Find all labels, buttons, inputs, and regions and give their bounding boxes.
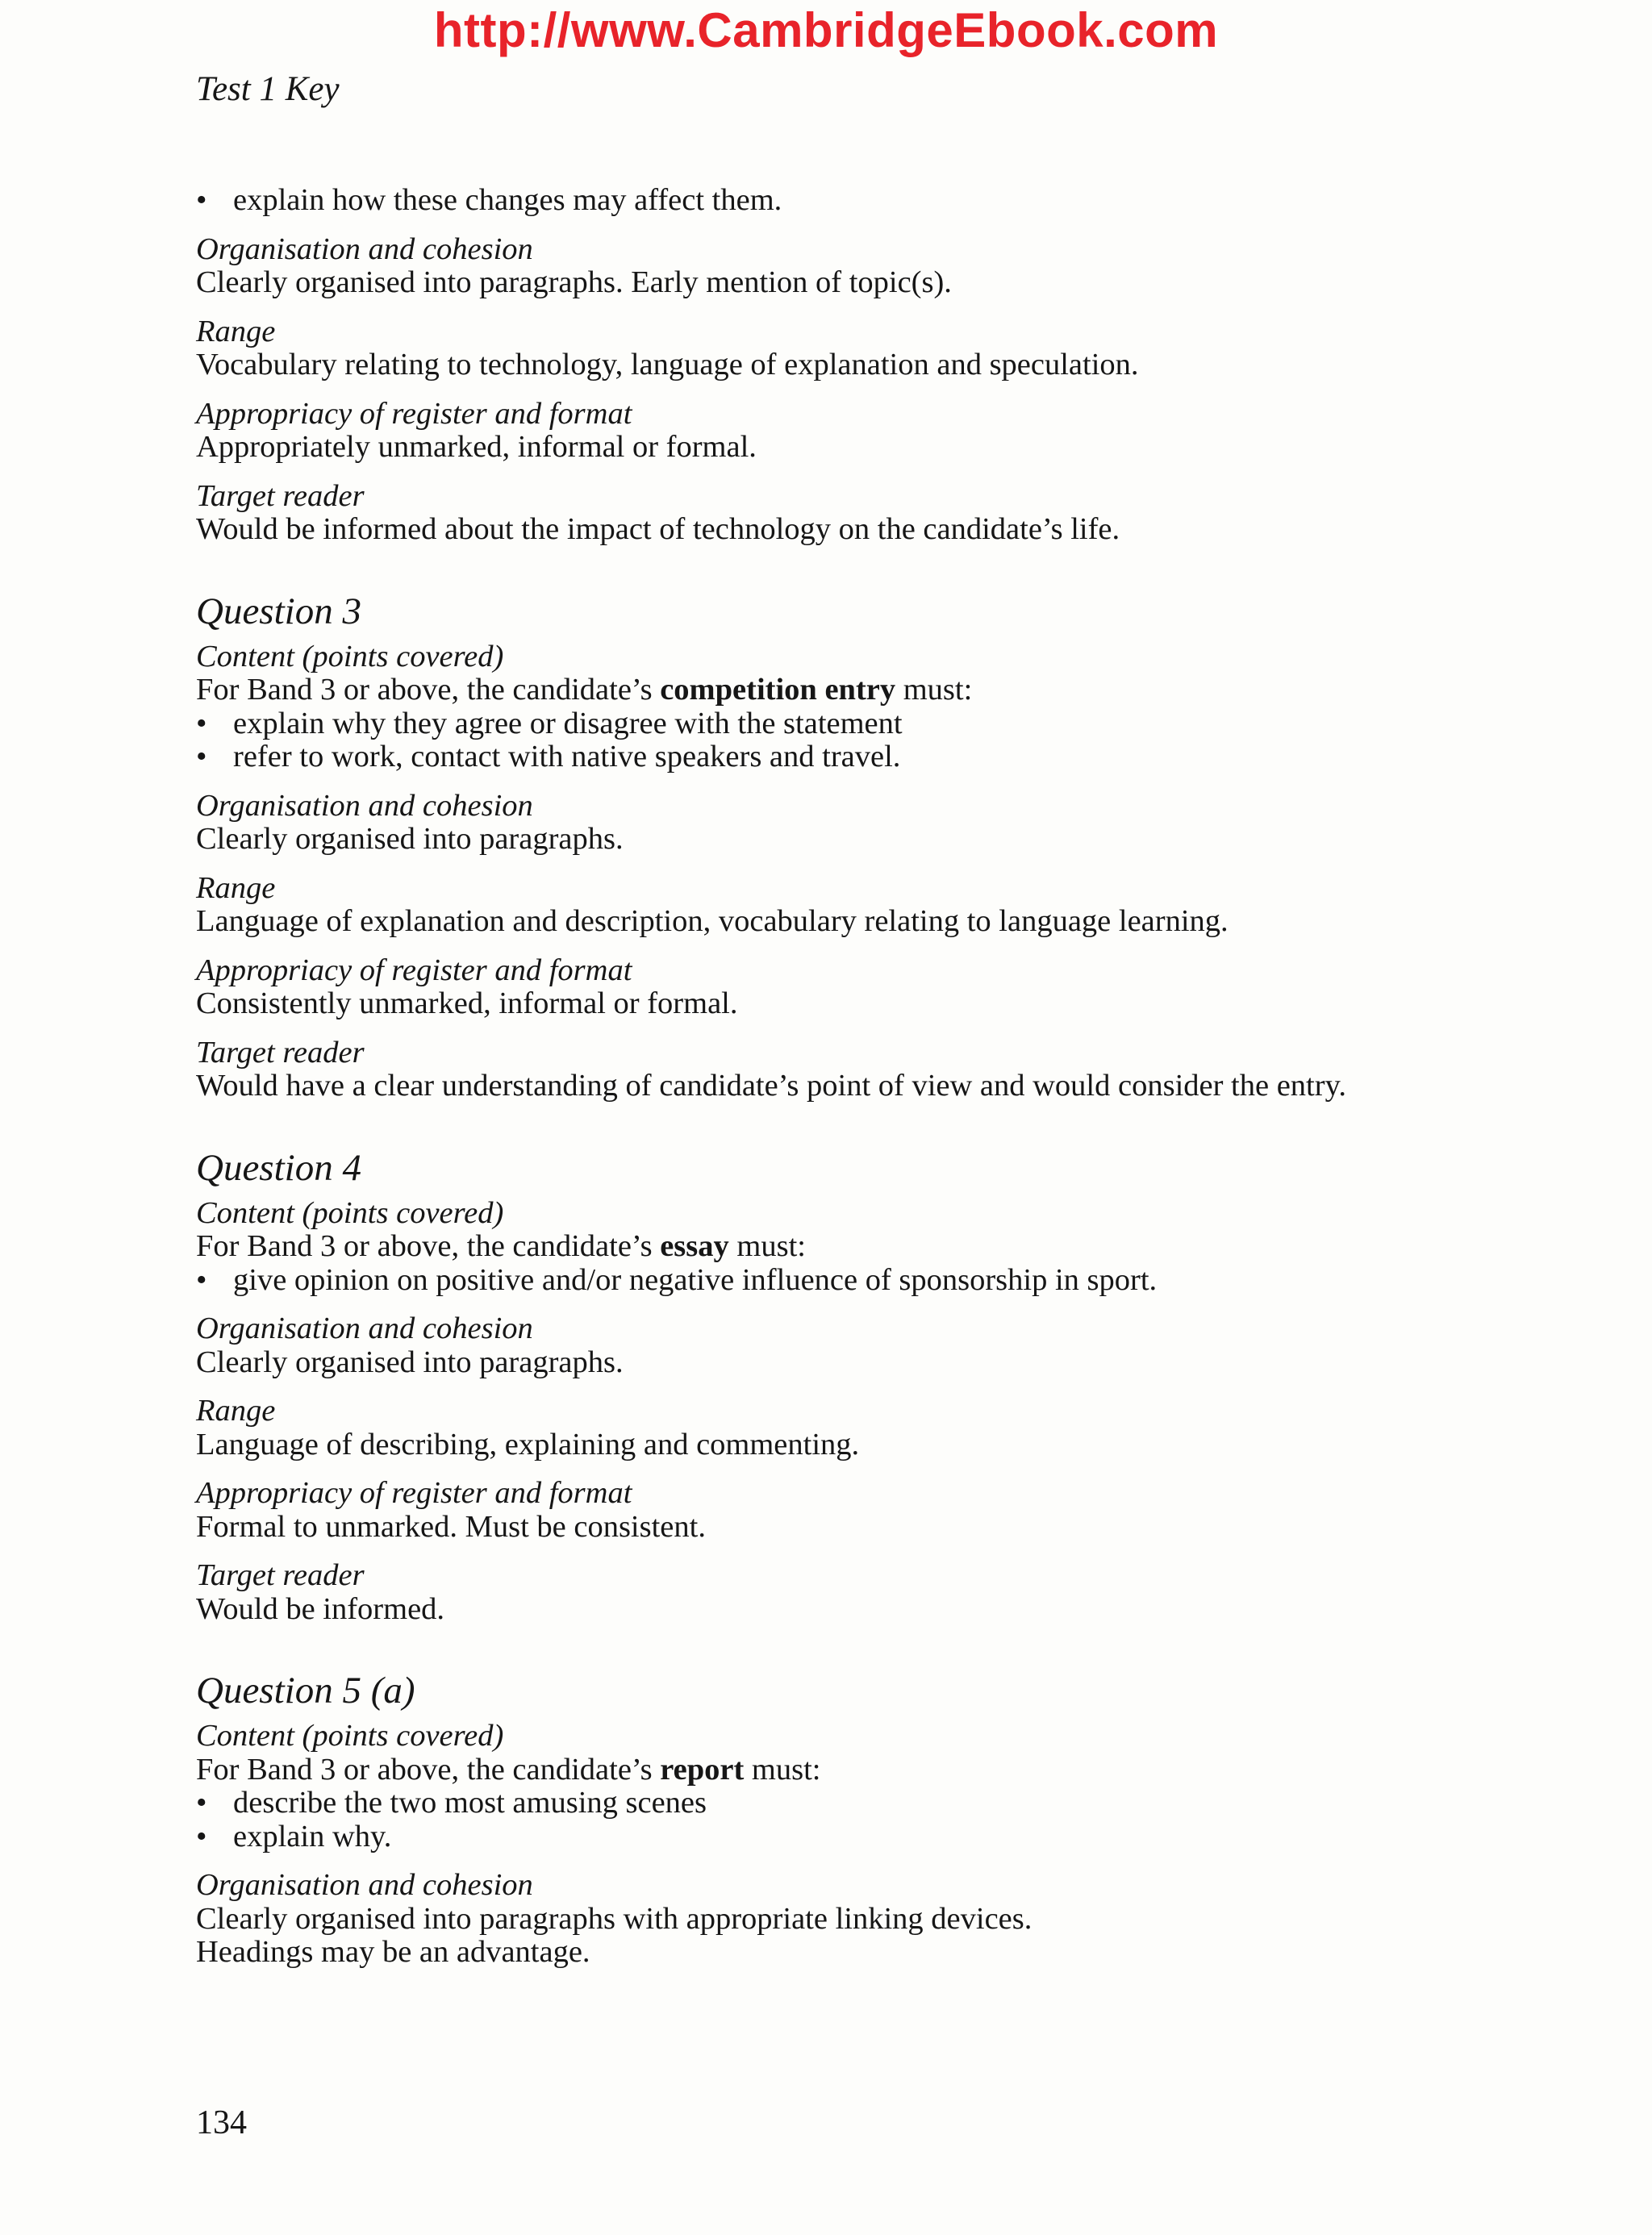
bullet-text: explain why they agree or disagree with the statement bbox=[233, 706, 903, 740]
criterion-organisation bbox=[196, 233, 1454, 300]
bullet-item bbox=[196, 1264, 1454, 1298]
bullet-icon: • bbox=[196, 1262, 207, 1297]
criterion-text: Language of describing, explaining and commenting. bbox=[196, 1427, 860, 1462]
bullet-item bbox=[196, 1787, 1454, 1820]
question-4-heading: Question 4 bbox=[196, 1146, 361, 1189]
task-type: essay bbox=[660, 1229, 729, 1263]
criterion-organisation bbox=[196, 1869, 1454, 1970]
criterion-target-reader bbox=[196, 1559, 1454, 1626]
criterion-text: Vocabulary relating to technology, language of explanation and speculation. bbox=[196, 348, 1139, 382]
task-type: competition entry bbox=[660, 673, 896, 707]
criterion-text: Consistently unmarked, informal or formal. bbox=[196, 986, 738, 1020]
intro-after: must: bbox=[744, 1752, 821, 1787]
question-3-content bbox=[196, 640, 1454, 774]
bullet-icon: • bbox=[196, 183, 207, 217]
intro-before: For Band 3 or above, the candidate’s bbox=[196, 1752, 661, 1787]
criterion-label: Organisation and cohesion bbox=[196, 1311, 533, 1345]
bullet-text: describe the two most amusing scenes bbox=[233, 1786, 707, 1820]
criterion-text: Would be informed. bbox=[196, 1591, 445, 1626]
criterion-text: Language of explanation and description, vocabulary relating to language learning. bbox=[196, 904, 1229, 938]
content-label: Content (points covered) bbox=[196, 639, 504, 673]
criterion-appropriacy bbox=[196, 398, 1454, 465]
criterion-label: Organisation and cohesion bbox=[196, 231, 533, 266]
watermark-url: http://www.CambridgeEbook.com bbox=[433, 3, 1219, 57]
criterion-label: Range bbox=[196, 1394, 276, 1428]
bullet-icon: • bbox=[196, 1819, 207, 1853]
criterion-organisation bbox=[196, 1312, 1454, 1379]
criterion-range bbox=[196, 1395, 1454, 1462]
criterion-label: Range bbox=[196, 314, 276, 348]
criterion-label: Target reader bbox=[196, 478, 365, 513]
criterion-text: Would have a clear understanding of candidate’s point of view and would consider the entry. bbox=[196, 1069, 1346, 1103]
criterion-label: Organisation and cohesion bbox=[196, 1868, 533, 1902]
running-head: Test 1 Key bbox=[196, 70, 340, 108]
criterion-target-reader bbox=[196, 480, 1454, 547]
criterion-label: Appropriacy of register and format bbox=[196, 953, 632, 987]
criterion-label: Appropriacy of register and format bbox=[196, 396, 632, 431]
criterion-text: Clearly organised into paragraphs with appropriate linking devices. bbox=[196, 1901, 1032, 1936]
bullet-icon: • bbox=[196, 706, 207, 740]
criterion-text: Clearly organised into paragraphs. bbox=[196, 822, 624, 856]
criterion-appropriacy bbox=[196, 1477, 1454, 1544]
content-intro bbox=[196, 673, 1454, 707]
bullet-item bbox=[196, 707, 1454, 741]
bullet-item bbox=[196, 1820, 1454, 1854]
bullet-icon: • bbox=[196, 1786, 207, 1820]
question-4-content bbox=[196, 1197, 1454, 1298]
question-5a-content bbox=[196, 1720, 1454, 1853]
criterion-organisation bbox=[196, 790, 1454, 857]
intro-after: must: bbox=[895, 673, 973, 707]
criterion-label: Organisation and cohesion bbox=[196, 788, 533, 823]
bullet-icon: • bbox=[196, 740, 207, 773]
intro-after: must: bbox=[728, 1229, 806, 1263]
answer-key-content bbox=[196, 184, 1454, 1970]
criterion-label: Target reader bbox=[196, 1035, 365, 1070]
question-5a-heading: Question 5 (a) bbox=[196, 1670, 415, 1712]
bullet-text: refer to work, contact with native speakers and travel. bbox=[233, 740, 901, 773]
criterion-text: Clearly organised into paragraphs. Early mention of topic(s). bbox=[196, 265, 952, 299]
criterion-range bbox=[196, 315, 1454, 382]
task-type: report bbox=[660, 1752, 745, 1787]
criterion-text: Formal to unmarked. Must be consistent. bbox=[196, 1509, 706, 1544]
criterion-text-extra: Headings may be an advantage. bbox=[196, 1935, 590, 1969]
bullet-text: explain why. bbox=[233, 1819, 392, 1853]
criterion-text: Would be informed about the impact of technology on the candidate’s life. bbox=[196, 512, 1120, 546]
intro-before: For Band 3 or above, the candidate’s bbox=[196, 673, 661, 707]
criterion-label: Appropriacy of register and format bbox=[196, 1476, 632, 1510]
criterion-label: Target reader bbox=[196, 1558, 365, 1592]
bullet-item bbox=[196, 184, 1454, 218]
page-number: 134 bbox=[196, 2104, 247, 2141]
criterion-range bbox=[196, 872, 1454, 939]
criterion-appropriacy bbox=[196, 954, 1454, 1021]
content-intro bbox=[196, 1753, 1454, 1787]
criterion-text: Clearly organised into paragraphs. bbox=[196, 1345, 624, 1379]
criterion-target-reader bbox=[196, 1036, 1454, 1103]
intro-before: For Band 3 or above, the candidate’s bbox=[196, 1229, 661, 1263]
content-label: Content (points covered) bbox=[196, 1719, 504, 1753]
criterion-text: Appropriately unmarked, informal or formal. bbox=[196, 430, 757, 464]
question-3-heading: Question 3 bbox=[196, 590, 361, 632]
bullet-item bbox=[196, 740, 1454, 774]
content-label: Content (points covered) bbox=[196, 1195, 504, 1230]
criterion-label: Range bbox=[196, 870, 276, 905]
content-intro bbox=[196, 1230, 1454, 1264]
bullet-text: explain how these changes may affect them. bbox=[233, 183, 782, 217]
bullet-text: give opinion on positive and/or negative influence of sponsorship in sport. bbox=[233, 1262, 1158, 1297]
